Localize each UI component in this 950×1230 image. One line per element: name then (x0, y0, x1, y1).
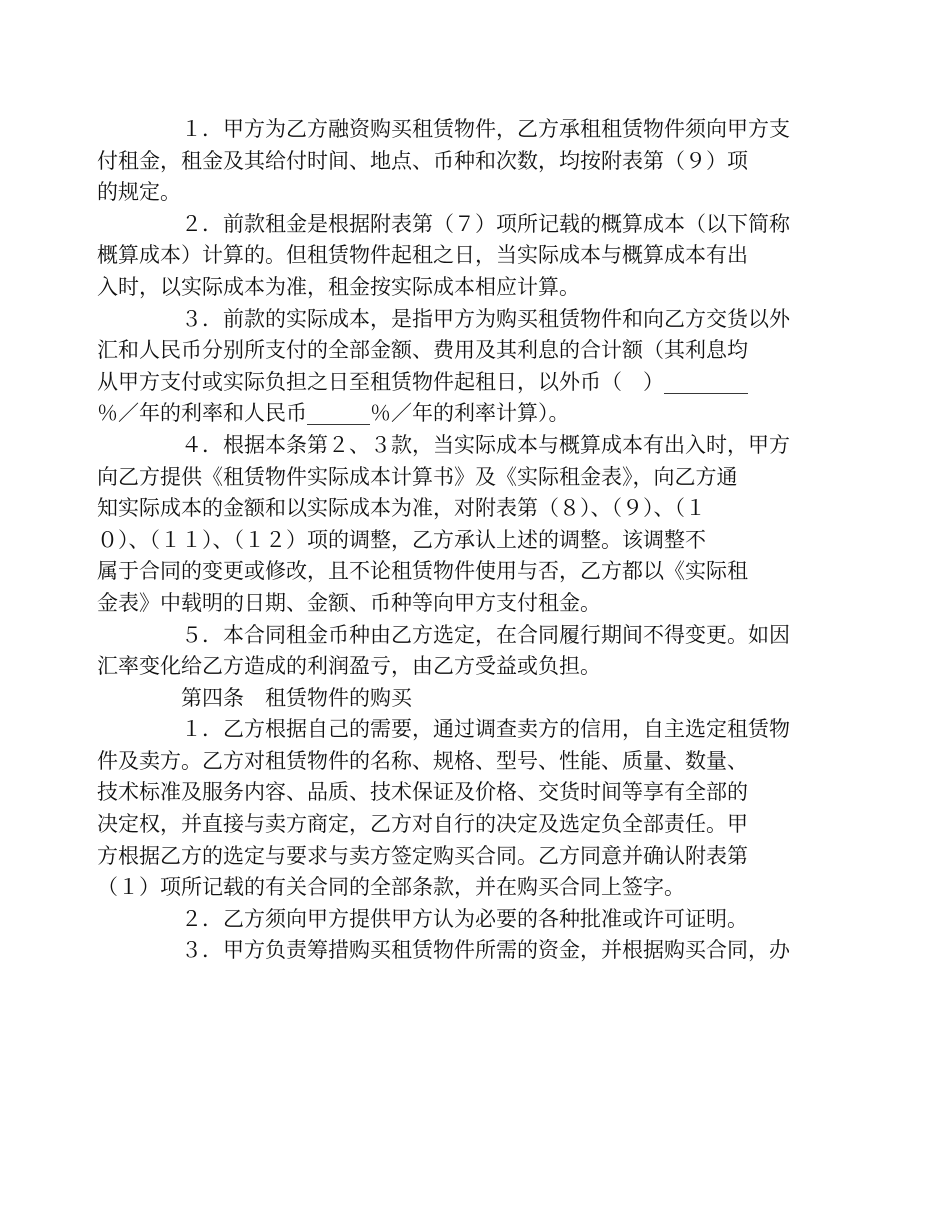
text-line: ２．前款租金是根据附表第（７）项所记载的概算成本（以下简称 (181, 211, 790, 236)
text-line: ３．甲方负责筹措购买租赁物件所需的资金，并根据购买合同，办 (181, 938, 790, 963)
text-line: 的规定。 (97, 180, 181, 205)
text-line: ％／年的利率和人民币______％／年的利率计算）。 (97, 401, 570, 426)
text-line: 入时，以实际成本为准，租金按实际成本相应计算。 (97, 274, 580, 299)
text-line: １．乙方根据自己的需要，通过调查卖方的信用，自主选定租赁物 (181, 717, 790, 742)
text-line: ３．前款的实际成本，是指甲方为购买租赁物件和向乙方交货以外 (181, 306, 790, 331)
text-line: ０）、（１１）、（１２）项的调整，乙方承认上述的调整。该调整不 (97, 527, 706, 552)
text-line: 汇率变化给乙方造成的利润盈亏，由乙方受益或负担。 (97, 654, 601, 679)
text-line: 付租金，租金及其给付时间、地点、币种和次数，均按附表第（９）项 (97, 148, 748, 173)
text-line: 概算成本）计算的。但租赁物件起租之日，当实际成本与概算成本有出 (97, 243, 748, 268)
article-four-heading (139, 683, 811, 715)
text-line: ２．乙方须向甲方提供甲方认为必要的各种批准或许可证明。 (181, 906, 748, 931)
text-line: （１）项所记载的有关合同的全部条款，并在购买合同上签字。 (97, 875, 685, 900)
text-line: 向乙方提供《租赁物件实际成本计算书》及《实际租金表》，向乙方通 (97, 464, 738, 489)
text-line: 技术标准及服务内容、品质、技术保证及价格、交货时间等享有全部的 (97, 780, 748, 805)
text-line: ５．本合同租金币种由乙方选定，在合同履行期间不得变更。如因 (181, 622, 790, 647)
paragraph-actual-cost (97, 304, 811, 430)
text-line: 汇和人民币分别所支付的全部金额、费用及其利息的合计额（其利息均 (97, 338, 748, 363)
text-line: ４．根据本条第２、３款，当实际成本与概算成本有出入时，甲方 (181, 432, 790, 457)
text-line: 方根据乙方的选定与要求与卖方签定购买合同。乙方同意并确认附表第 (97, 843, 748, 868)
text-line: 从甲方支付或实际负担之日至租赁物件起租日，以外币（ ）________ (97, 369, 748, 394)
paragraph-funding (139, 935, 811, 967)
paragraph-currency (97, 620, 811, 683)
paragraph-estimated-cost (97, 209, 811, 304)
paragraph-selection (97, 714, 811, 904)
text-line: 知实际成本的金额和以实际成本为准，对附表第（８）、（９）、（１ (97, 496, 706, 521)
text-line: 属于合同的变更或修改，且不论租赁物件使用与否，乙方都以《实际租 (97, 559, 748, 584)
text-line: １．甲方为乙方融资购买租赁物件，乙方承租租赁物件须向甲方支 (181, 117, 790, 141)
text-line: 金表》中载明的日期、金额、币种等向甲方支付租金。 (97, 590, 601, 615)
paragraph-rent-payment (97, 114, 811, 209)
text-line: 第四条 租赁物件的购买 (181, 685, 412, 710)
text-line: 件及卖方。乙方对租赁物件的名称、规格、型号、性能、质量、数量、 (97, 748, 748, 773)
paragraph-approvals (139, 904, 811, 936)
document-body (97, 114, 811, 967)
text-line: 决定权，并直接与卖方商定，乙方对自行的决定及选定负全部责任。甲 (97, 812, 748, 837)
paragraph-cost-adjustment (97, 430, 811, 620)
